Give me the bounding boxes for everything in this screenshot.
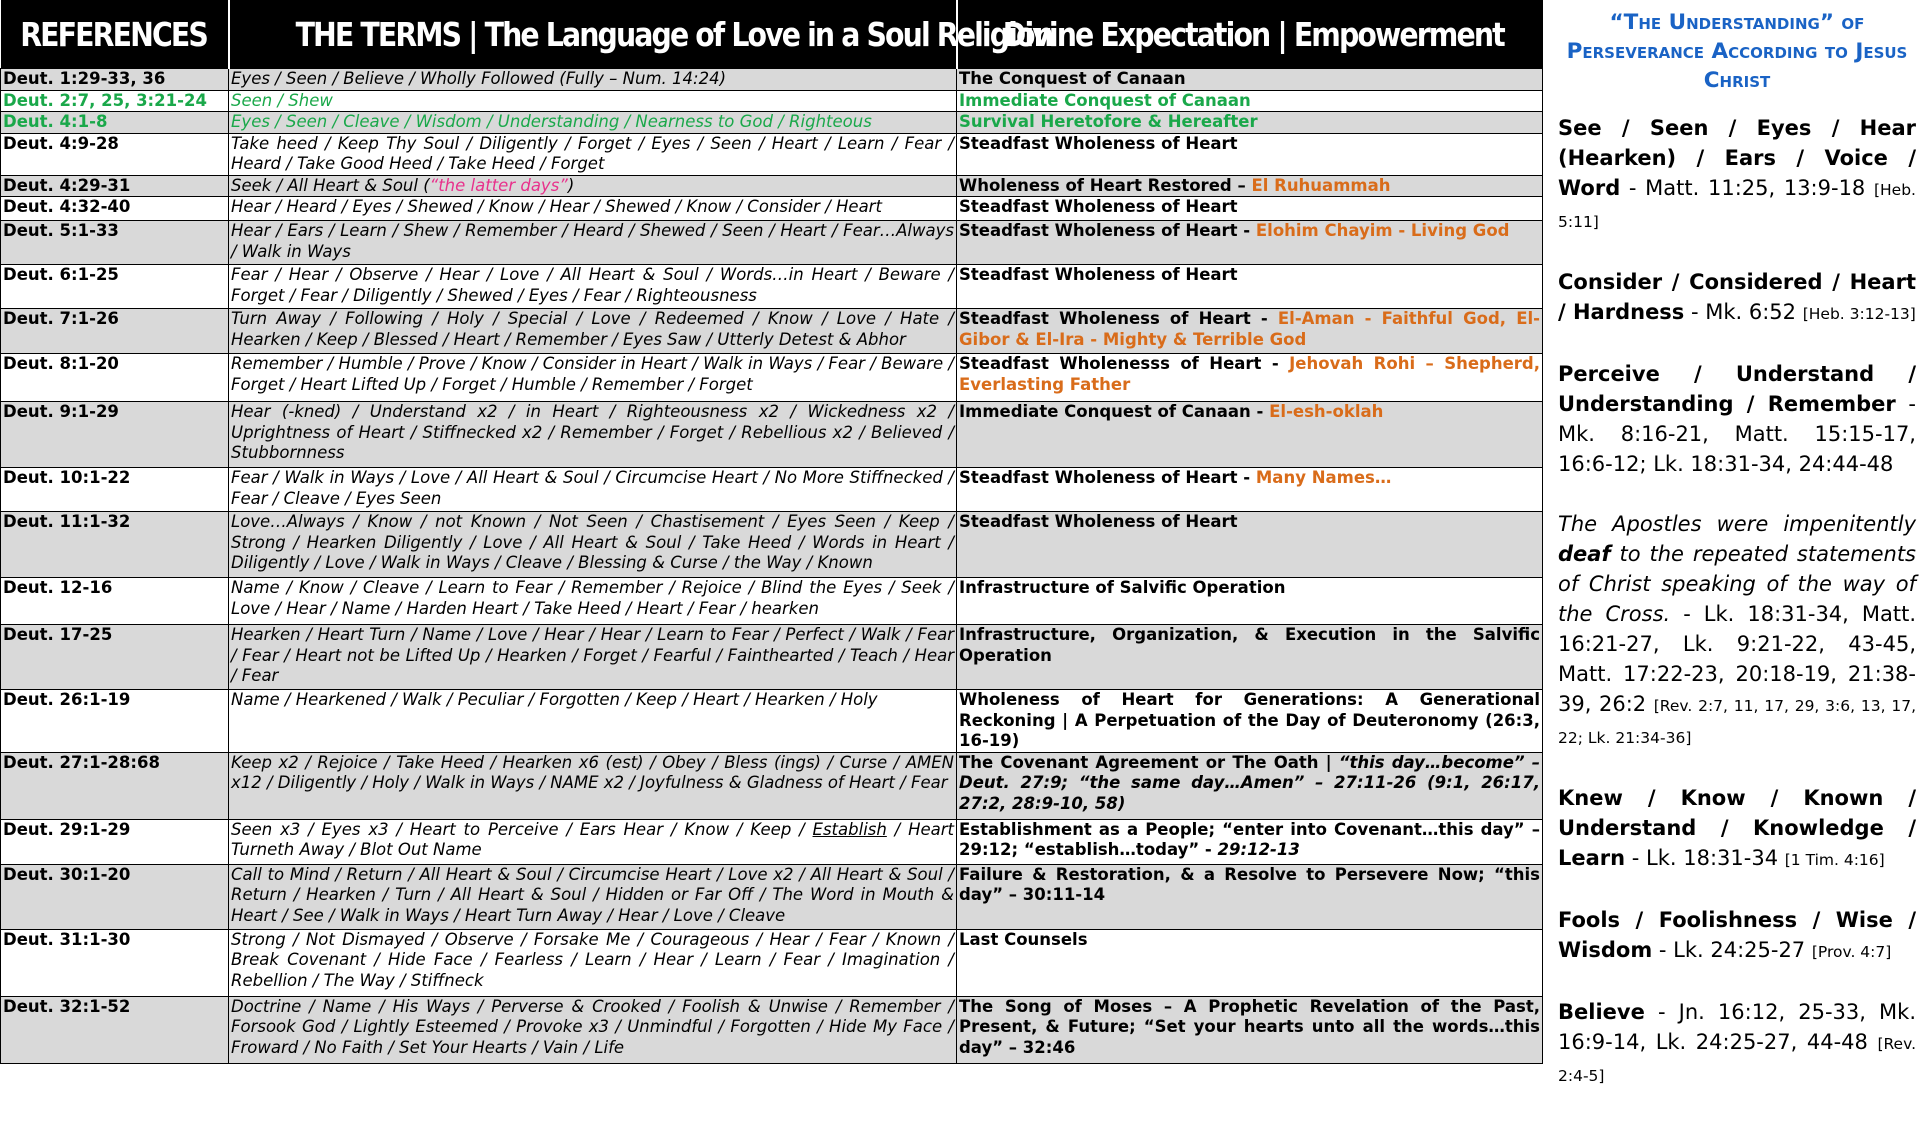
row-expectation: Steadfast Wholeness of Heart [957,133,1543,175]
sidebar-block: Fools / Foolishness / Wise / Wisdom - Lk. 24:25-27 [Prov. 4:7] [1558,908,1916,962]
table-row [1,175,1543,197]
row-reference: Deut. 1:29-33, 36 [1,69,229,91]
row-terms: Hear / Ears / Learn / Shew / Remember / Heard / Shewed / Seen / Heart / Fear…Always / Walk in Ways [229,221,957,265]
row-reference: Deut. 32:1-52 [1,996,229,1063]
row-expectation: Infrastructure of Salvific Operation [957,578,1543,625]
table-row [1,197,1543,221]
oath-quotes: “this day…become” – Deut. 27:9; “the same day…Amen” – 27:11-26 (9:1, 26:17, 27:2, 28:9-10, 58) [959,752,1540,813]
row-terms: Name / Know / Cleave / Learn to Fear / Remember / Rejoice / Blind the Eyes / Seek / Love / Hear / Name / Harden Heart / Take Heed / Heart / Fear / hearken [229,578,957,625]
row-terms: Fear / Walk in Ways / Love / All Heart & Soul / Circumcise Heart / No More Stiffnecked / Fear / Cleave / Eyes Seen [229,468,957,512]
row-expectation: Survival Heretofore & Hereafter [957,112,1543,134]
table-row [1,864,1543,929]
divine-name: Many Names… [1255,468,1392,487]
row-terms: Fear / Hear / Observe / Hear / Love / All Heart & Soul / Words…in Heart / Beware / Forget / Fear / Diligently / Shewed / Eyes / Fear / Righteousness [229,265,957,309]
row-expectation: The Conquest of Canaan [957,69,1543,91]
row-expectation: Wholeness of Heart Restored – El Ruhuammah [957,175,1543,197]
row-terms: Call to Mind / Return / All Heart & Soul / Circumcise Heart / Love x2 / All Heart & Soul / Return / Hearken / Turn / All Heart & Soul / Hidden or Far Off / The Word in Mouth & Heart / See / Walk in Ways / Heart Turn Away / Hear / Love / Cleave [229,864,957,929]
row-expectation: Steadfast Wholeness of Heart [957,197,1543,221]
divine-name: El Ruhuammah [1251,175,1391,195]
row-reference: Deut. 12-16 [1,578,229,625]
table-row [1,112,1543,134]
table-row [1,402,1543,468]
row-terms: Remember / Humble / Prove / Know / Consider in Heart / Walk in Ways / Fear / Beware / Forget / Heart Lifted Up / Forget / Humble / Remember / Forget [229,354,957,402]
sidebar-title: “The Understanding” of Perseverance According to Jesus Christ [1566,10,1908,93]
latter-days-quote: “the latter days” [429,175,568,195]
row-terms: Eyes / Seen / Believe / Wholly Followed (Fully – Num. 14:24) [229,69,957,91]
sidebar-block: Perceive / Understand / Understanding / Remember - Mk. 8:16-21, Matt. 15:15-17, 16:6-12; Lk. 18:31-34, 24:44-48 [1558,362,1916,476]
row-expectation: Steadfast Wholeness of Heart [957,265,1543,309]
row-terms: Seek / All Heart & Soul (“the latter days”) [229,175,957,197]
row-expectation: Steadfast Wholenesss of Heart - Jehovah Rohi – Shepherd, Everlasting Father [957,354,1543,402]
understanding-sidebar [1558,8,1916,1121]
row-reference: Deut. 31:1-30 [1,929,229,996]
row-terms: Seen / Shew [229,90,957,112]
row-expectation: Immediate Conquest of Canaan - El-esh-oklah [957,402,1543,468]
header-expectation: Divine Expectation | Empowerment [957,0,1543,69]
table-row [1,133,1543,175]
divine-name: El-esh-oklah [1269,402,1384,421]
table-row [1,625,1543,690]
row-reference: Deut. 17-25 [1,625,229,690]
row-terms: Keep x2 / Rejoice / Take Heed / Hearken x6 (est) / Obey / Bless (ings) / Curse / AMEN x12 / Diligently / Holy / Walk in Ways / NAME x2 / Joyfulness & Gladness of Heart / Fear [229,752,957,819]
row-reference: Deut. 5:1-33 [1,221,229,265]
table-row [1,690,1543,753]
row-expectation: Steadfast Wholeness of Heart - Elohim Chayim - Living God [957,221,1543,265]
divine-name: Jehovah Rohi – Shepherd, Everlasting Father [959,354,1541,394]
row-terms: Strong / Not Dismayed / Observe / Forsake Me / Courageous / Hear / Fear / Known / Break Covenant / Hide Face / Fearless / Learn / Hear / Learn / Fear / Imagination / Rebellion / The Way / Stiffneck [229,929,957,996]
row-terms: Take heed / Keep Thy Soul / Diligently / Forget / Eyes / Seen / Heart / Learn / Fear / Heard / Take Good Heed / Take Heed / Forget [229,133,957,175]
row-reference: Deut. 4:29-31 [1,175,229,197]
sidebar-block: The Apostles were impenitently deaf to the repeated statements of Christ speaking of the way of the Cross. - Lk. 18:31-34, Matt. 16:21-27, Lk. 9:21-22, 43-45, Matt. 17:22-23, 20:18-19, 21:38-39, 26:2 [Rev. 2:7, 11, 17, 29, 3:6, 13, 17, 22; Lk. 21:34-36] [1558,512,1916,747]
sidebar-block: Knew / Know / Known / Understand / Knowledge / Learn - Lk. 18:31-34 [1 Tim. 4:16] [1558,786,1916,870]
row-reference: Deut. 2:7, 25, 3:21-24 [1,90,229,112]
row-terms: Eyes / Seen / Cleave / Wisdom / Understanding / Nearness to God / Righteous [229,112,957,134]
table-row [1,578,1543,625]
row-reference: Deut. 9:1-29 [1,402,229,468]
row-terms: Love…Always / Know / not Known / Not Seen / Chastisement / Eyes Seen / Keep / Strong / Hearken Diligently / Love / All Heart & Soul / Take Heed / Words in Heart / Diligently / Love / Walk in Ways / Cleave / Blessing & Curse / the Way / Known [229,512,957,578]
row-terms: Doctrine / Name / His Ways / Perverse & Crooked / Foolish & Unwise / Remember / Forsook God / Lightly Esteemed / Provoke x3 / Unmindful / Forgotten / Hide My Face / Froward / No Faith / Set Your Hearts / Vain / Life [229,996,957,1063]
row-expectation: The Covenant Agreement or The Oath | “this day…become” – Deut. 27:9; “the same day…Amen” – 27:11-26 (9:1, 26:17, 27:2, 28:9-10, 58) [957,752,1543,819]
row-reference: Deut. 27:1-28:68 [1,752,229,819]
row-reference: Deut. 11:1-32 [1,512,229,578]
row-reference: Deut. 4:9-28 [1,133,229,175]
sidebar-block: Consider / Considered / Heart / Hardness - Mk. 6:52 [Heb. 3:12-13] [1558,270,1916,324]
row-expectation: Establishment as a People; “enter into Covenant…this day” – 29:12; “establish…today” - 29:12-13 [957,819,1543,864]
table-row [1,90,1543,112]
table-header [1,0,1543,69]
row-reference: Deut. 4:1-8 [1,112,229,134]
sidebar-block: See / Seen / Eyes / Hear (Hearken) / Ears / Voice / Word - Matt. 11:25, 13:9-18 [Heb. 5:11] [1558,116,1916,231]
row-reference: Deut. 10:1-22 [1,468,229,512]
row-reference: Deut. 4:32-40 [1,197,229,221]
row-terms: Hear / Heard / Eyes / Shewed / Know / Hear / Shewed / Know / Consider / Heart [229,197,957,221]
header-references: REFERENCES [1,0,229,69]
table-row [1,752,1543,819]
row-reference: Deut. 7:1-26 [1,309,229,354]
table-row [1,512,1543,578]
row-expectation: The Song of Moses – A Prophetic Revelation of the Past, Present, & Future; “Set your hearts unto all the words…this day” – 32:46 [957,996,1543,1063]
table-row [1,221,1543,265]
row-reference: Deut. 6:1-25 [1,265,229,309]
row-reference: Deut. 30:1-20 [1,864,229,929]
row-expectation: Last Counsels [957,929,1543,996]
row-expectation: Steadfast Wholeness of Heart - El-Aman - Faithful God, El-Gibor & El-Ira - Mighty & Terrible God [957,309,1543,354]
row-expectation: Steadfast Wholeness of Heart [957,512,1543,578]
row-reference: Deut. 26:1-19 [1,690,229,753]
table-row [1,354,1543,402]
row-expectation: Steadfast Wholeness of Heart - Many Names… [957,468,1543,512]
header-terms: THE TERMS | The Language of Love in a Soul Religion [229,0,957,69]
row-expectation: Failure & Restoration, & a Resolve to Persevere Now; “this day” – 30:11-14 [957,864,1543,929]
row-terms: Name / Hearkened / Walk / Peculiar / Forgotten / Keep / Heart / Hearken / Holy [229,690,957,753]
row-expectation: Immediate Conquest of Canaan [957,90,1543,112]
table-row [1,929,1543,996]
row-reference: Deut. 8:1-20 [1,354,229,402]
row-terms: Hearken / Heart Turn / Name / Love / Hear / Hear / Learn to Fear / Perfect / Walk / Fear / Fear / Heart not be Lifted Up / Hearken / Forget / Fearful / Fainthearted / Teach / Hear / Fear [229,625,957,690]
table-row [1,265,1543,309]
table-row [1,996,1543,1063]
establish-term: Establish [812,819,887,839]
row-reference: Deut. 29:1-29 [1,819,229,864]
divine-name: Elohim Chayim - Living God [1255,221,1510,240]
table-row [1,819,1543,864]
table-row [1,468,1543,512]
row-terms: Seen x3 / Eyes x3 / Heart to Perceive / Ears Hear / Know / Keep / Establish / Heart Turneth Away / Blot Out Name [229,819,957,864]
row-terms: Hear (-kned) / Understand x2 / in Heart / Righteousness x2 / Wickedness x2 / Uprightness of Heart / Stiffnecked x2 / Remember / Forget / Rebellious x2 / Believed / Stubbornness [229,402,957,468]
sidebar-block: Believe - Jn. 16:12, 25-33, Mk. 16:9-14, Lk. 24:25-27, 44-48 [Rev. 2:4-5] [1558,1000,1916,1085]
row-expectation: Infrastructure, Organization, & Execution in the Salvific Operation [957,625,1543,690]
table-row [1,69,1543,91]
table-row [1,309,1543,354]
row-terms: Turn Away / Following / Holy / Special / Love / Redeemed / Know / Love / Hate / Hearken / Keep / Blessed / Heart / Remember / Eyes Saw / Utterly Detest & Abhor [229,309,957,354]
establish-ref: 29:12-13 [1217,840,1300,859]
row-expectation: Wholeness of Heart for Generations: A Generational Reckoning | A Perpetuation of the Day of Deuteronomy (26:3, 16-19) [957,690,1543,753]
divine-name: El-Aman - Faithful God, El-Gibor & El-Ira - Mighty & Terrible God [959,309,1540,349]
